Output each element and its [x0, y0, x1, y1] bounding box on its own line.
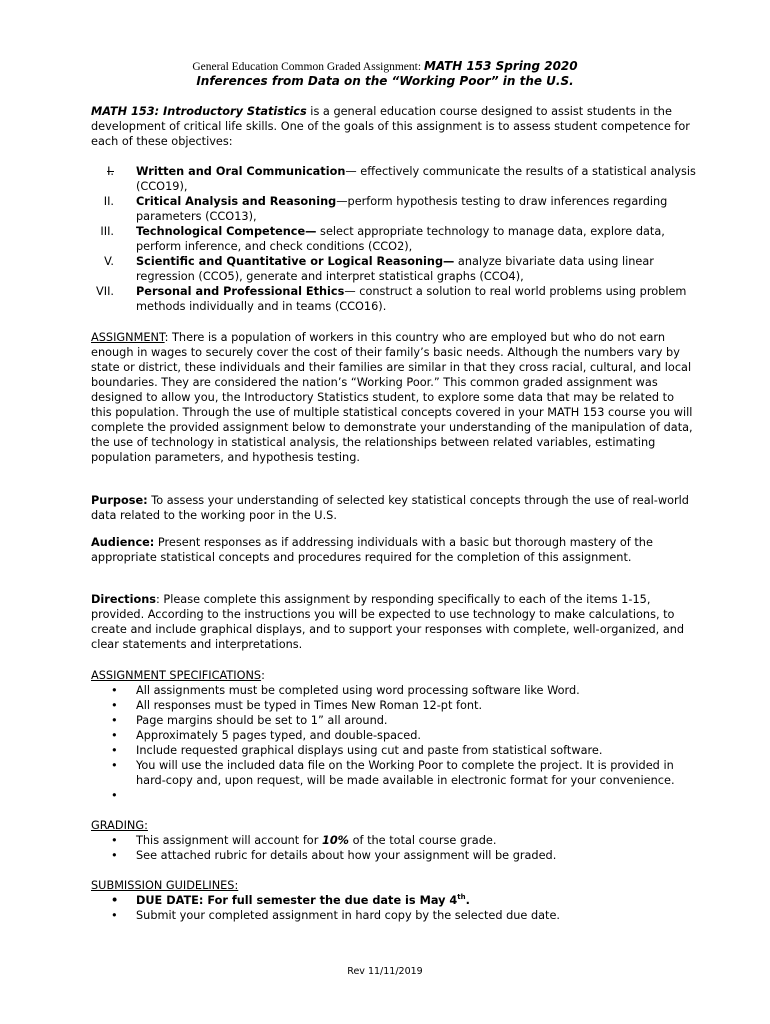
- objective-text: analyze bivariate data using linear regression (CCO5), generate and interpret statistical graphs (CCO4),: [136, 255, 654, 283]
- specifications-label: ASSIGNMENT SPECIFICATIONS: [91, 669, 262, 682]
- objectives-list: [80, 164, 700, 314]
- directions-label: Directions: [91, 593, 156, 606]
- objective-title: Written and Oral Communication: [136, 165, 346, 178]
- objective-text: — effectively communicate the results of a statistical analysis (CCO19),: [136, 165, 696, 193]
- submission-list: [91, 893, 694, 923]
- header-course: MATH 153 Spring 2020: [423, 59, 578, 73]
- list-item: • Approximately 5 pages typed, and double-spaced.: [111, 729, 421, 742]
- list-item: • This assignment will account for 10% of the total course grade.: [111, 834, 497, 847]
- submission-section: [91, 878, 694, 923]
- audience-text: Present responses as if addressing individuals with a basic but thorough mastery of the appropriate statistical concepts and procedures required for the completion of this assignment.: [91, 536, 653, 564]
- grading-list: [91, 833, 694, 863]
- audience-label: Audience:: [91, 536, 155, 549]
- purpose-text: To assess your understanding of selected key statistical concepts through the use of real-world data related to the working poor in the U.S.: [91, 494, 689, 522]
- grade-percent: 10%: [321, 834, 349, 847]
- assignment-text: : There is a population of workers in this country who are employed but who do not earn enough in wages to securely cover the cost of their family’s basic needs. Although the numbers vary by state or district, these individuals and their families are similar in that they cross racial, cultural, and local boundaries. They are considered the nation’s “Working Poor.” This common graded assignment was designed to allow you, the Introductory Statistics student, to explore some data that may be related to this population. Through the use of multiple statistical concepts covered in your MATH 153 course you will complete the provided assignment below to demonstrate your understanding of the manipulation of data, the use of technology in statistical analysis, the relationships between related variables, estimating population parameters, and hypothesis testing.: [91, 331, 693, 464]
- objective-item: [80, 254, 700, 284]
- bullet-icon: •: [111, 759, 118, 772]
- directions-paragraph: [91, 592, 694, 652]
- directions-text: : Please complete this assignment by responding specifically to each of the items 1-15, provided. According to the instructions you will be expected to use technology to make calculations, to create and include graphical displays, and to support your responses with complete, well-organized, and clear statements and interpretations.: [91, 593, 685, 651]
- intro-paragraph: [91, 104, 694, 149]
- submission-label: SUBMISSION GUIDELINES:: [91, 879, 239, 892]
- objective-item: [80, 164, 700, 194]
- objective-number: III.: [100, 225, 114, 238]
- audience-paragraph: [91, 535, 694, 565]
- document-title: Inferences from Data on the “Working Poor” in the U.S.: [196, 74, 574, 88]
- objective-number: II.: [103, 195, 114, 208]
- objective-number: I.: [107, 165, 114, 178]
- bullet-icon: •: [111, 729, 118, 742]
- assignment-paragraph: [91, 330, 694, 465]
- header-line-1: [0, 59, 770, 75]
- list-item: • Include requested graphical displays using cut and paste from statistical software.: [111, 744, 603, 757]
- objective-text: — construct a solution to real world problems using problem methods individually and in teams (CCO16).: [136, 285, 687, 313]
- objective-item: [80, 194, 700, 224]
- bullet-icon: •: [111, 744, 118, 757]
- grading-label: GRADING:: [91, 819, 148, 832]
- list-item: • Page margins should be set to 1” all around.: [111, 714, 388, 727]
- bullet-icon: •: [111, 894, 119, 907]
- list-item: • You will use the included data file on the Working Poor to complete the project. It is provided in hard-copy and, upon request, will be made available in electronic format for your convenience.: [111, 759, 675, 787]
- list-item: • DUE DATE: For full semester the due date is May 4th.: [111, 893, 470, 907]
- specifications-section: [91, 668, 694, 803]
- assignment-label: ASSIGNMENT: [91, 331, 165, 344]
- objective-number: VII.: [96, 285, 114, 298]
- objective-text: select appropriate technology to manage data, explore data, perform inference, and check conditions (CCO2),: [136, 225, 665, 253]
- objective-title: Critical Analysis and Reasoning: [136, 195, 337, 208]
- list-item-empty: [91, 788, 694, 803]
- bullet-icon: •: [111, 684, 118, 697]
- purpose-paragraph: [91, 493, 694, 523]
- objective-title: Personal and Professional Ethics: [136, 285, 345, 298]
- due-date: DUE DATE: For full semester the due date is May 4: [136, 894, 458, 907]
- specifications-list: [91, 683, 694, 803]
- objective-title: Scientific and Quantitative or Logical Reasoning—: [136, 255, 455, 268]
- bullet-icon: •: [111, 834, 118, 847]
- list-item: • All assignments must be completed using word processing software like Word.: [111, 684, 580, 697]
- grading-section: [91, 818, 694, 863]
- bullet-icon: •: [111, 714, 118, 727]
- bullet-icon: •: [111, 849, 118, 862]
- revision-footer: Rev 11/11/2019: [347, 966, 423, 977]
- header-prefix: General Education Common Graded Assignment:: [192, 61, 424, 73]
- bullet-icon: •: [111, 699, 118, 712]
- bullet-icon: •: [111, 789, 118, 802]
- list-item: • All responses must be typed in Times New Roman 12-pt font.: [111, 699, 483, 712]
- objective-title: Technological Competence—: [136, 225, 317, 238]
- specifications-heading: ASSIGNMENT SPECIFICATIONS:: [91, 669, 265, 682]
- objective-item: [80, 284, 700, 314]
- intro-course-name: MATH 153: Introductory Statistics: [91, 105, 307, 118]
- bullet-icon: •: [111, 909, 118, 922]
- intro-text: is a general education course designed to assist students in the development of critical life skills. One of the goals of this assignment is to assess student competence for each of these objectives:: [91, 105, 690, 148]
- objective-item: [80, 224, 700, 254]
- list-item: • Submit your completed assignment in hard copy by the selected due date.: [111, 909, 561, 922]
- objective-text: —perform hypothesis testing to draw inferences regarding parameters (CCO13),: [136, 195, 668, 223]
- objective-number: V.: [104, 255, 114, 268]
- purpose-label: Purpose:: [91, 494, 148, 507]
- list-item: • See attached rubric for details about how your assignment will be graded.: [111, 849, 557, 862]
